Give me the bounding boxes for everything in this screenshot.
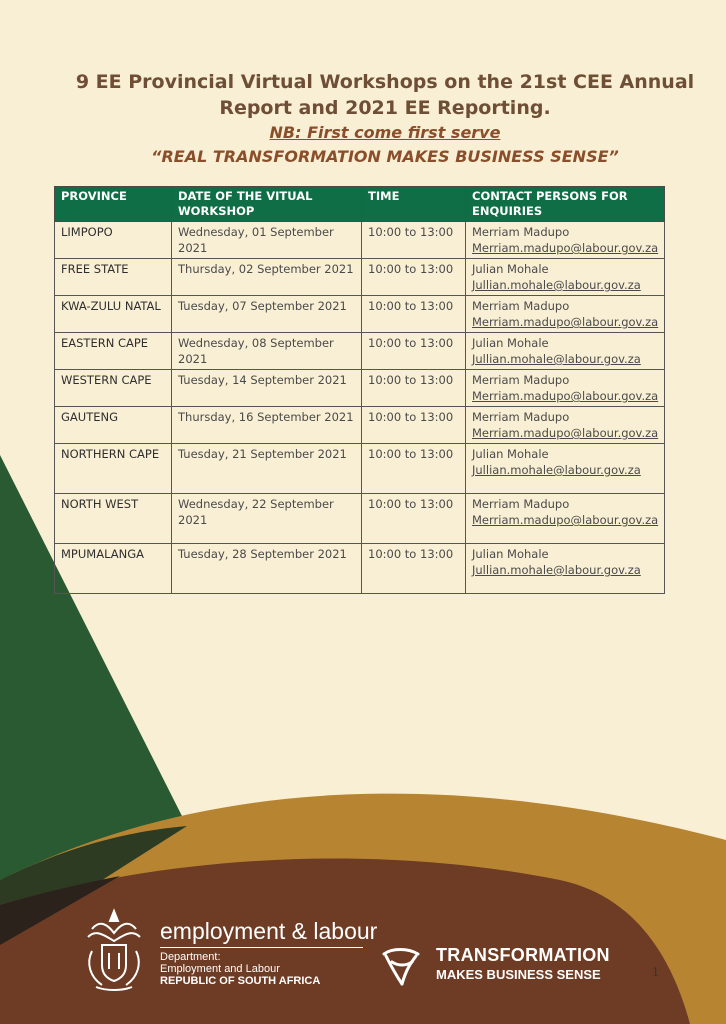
cell-province: WESTERN CAPE bbox=[55, 370, 172, 407]
transformation-logo-icon bbox=[378, 942, 424, 988]
cell-contact bbox=[466, 259, 665, 296]
note-first-come: NB: First come first serve bbox=[269, 123, 501, 142]
contact-email-link[interactable]: Merriam.madupo@labour.gov.za bbox=[472, 241, 659, 255]
contact-name: Merriam Madupo bbox=[472, 225, 570, 239]
cell-date: Thursday, 02 September 2021 bbox=[172, 259, 362, 296]
cell-contact bbox=[466, 494, 665, 544]
page-number: 1 bbox=[652, 965, 659, 980]
page-title-line1: 9 EE Provincial Virtual Workshops on the 21st CEE Annual bbox=[75, 71, 695, 93]
dept-country: REPUBLIC OF SOUTH AFRICA bbox=[160, 975, 321, 987]
table-row bbox=[55, 544, 665, 594]
cell-date: Wednesday, 01 September 2021 bbox=[172, 222, 362, 259]
cell-date: Tuesday, 07 September 2021 bbox=[172, 296, 362, 333]
contact-name: Julian Mohale bbox=[472, 547, 549, 561]
cell-province: FREE STATE bbox=[55, 259, 172, 296]
dept-name: Employment and Labour bbox=[160, 963, 280, 975]
table-row bbox=[55, 333, 665, 370]
dept-divider bbox=[160, 947, 363, 948]
cell-date: Thursday, 16 September 2021 bbox=[172, 407, 362, 444]
header-contact: CONTACT PERSONS FOR ENQUIRIES bbox=[466, 187, 665, 222]
workshop-table bbox=[54, 186, 665, 594]
cell-contact bbox=[466, 296, 665, 333]
cell-contact bbox=[466, 544, 665, 594]
cell-province: GAUTENG bbox=[55, 407, 172, 444]
cell-date: Tuesday, 21 September 2021 bbox=[172, 444, 362, 494]
header-date: DATE OF THE VITUAL WORKSHOP bbox=[172, 187, 362, 222]
table-row bbox=[55, 370, 665, 407]
cell-time: 10:00 to 13:00 bbox=[362, 296, 466, 333]
contact-email-link[interactable]: Jullian.mohale@labour.gov.za bbox=[472, 563, 641, 577]
cell-time: 10:00 to 13:00 bbox=[362, 333, 466, 370]
cell-date: Tuesday, 14 September 2021 bbox=[172, 370, 362, 407]
cell-contact bbox=[466, 333, 665, 370]
contact-email-link[interactable]: Jullian.mohale@labour.gov.za bbox=[472, 278, 641, 292]
cell-contact bbox=[466, 222, 665, 259]
contact-email-link[interactable]: Merriam.madupo@labour.gov.za bbox=[472, 426, 659, 440]
cell-time: 10:00 to 13:00 bbox=[362, 259, 466, 296]
cell-time: 10:00 to 13:00 bbox=[362, 407, 466, 444]
cell-province: MPUMALANGA bbox=[55, 544, 172, 594]
dept-name-main: employment & labour bbox=[160, 918, 378, 944]
header-time: TIME bbox=[362, 187, 466, 222]
transformation-title: TRANSFORMATION bbox=[436, 945, 610, 965]
cell-time: 10:00 to 13:00 bbox=[362, 544, 466, 594]
cell-time: 10:00 to 13:00 bbox=[362, 444, 466, 494]
cell-province: LIMPOPO bbox=[55, 222, 172, 259]
table-row bbox=[55, 407, 665, 444]
cell-date: Wednesday, 22 September 2021 bbox=[172, 494, 362, 544]
dept-label: Department: bbox=[160, 951, 221, 963]
table-row bbox=[55, 296, 665, 333]
contact-name: Julian Mohale bbox=[472, 262, 549, 276]
cell-contact bbox=[466, 407, 665, 444]
table-header-row bbox=[55, 187, 665, 222]
cell-contact bbox=[466, 444, 665, 494]
slogan: “REAL TRANSFORMATION MAKES BUSINESS SENSE” bbox=[151, 147, 619, 166]
header-province: PROVINCE bbox=[55, 187, 172, 222]
cell-province: EASTERN CAPE bbox=[55, 333, 172, 370]
page-title-line2: Report and 2021 EE Reporting. bbox=[219, 97, 551, 119]
cell-date: Tuesday, 28 September 2021 bbox=[172, 544, 362, 594]
contact-name: Merriam Madupo bbox=[472, 373, 570, 387]
contact-name: Merriam Madupo bbox=[472, 410, 570, 424]
contact-email-link[interactable]: Merriam.madupo@labour.gov.za bbox=[472, 315, 659, 329]
contact-email-link[interactable]: Merriam.madupo@labour.gov.za bbox=[472, 513, 659, 527]
cell-date: Wednesday, 08 September 2021 bbox=[172, 333, 362, 370]
cell-time: 10:00 to 13:00 bbox=[362, 494, 466, 544]
transformation-subtitle: MAKES BUSINESS SENSE bbox=[436, 967, 601, 982]
contact-email-link[interactable]: Jullian.mohale@labour.gov.za bbox=[472, 352, 641, 366]
contact-name: Julian Mohale bbox=[472, 447, 549, 461]
contact-name: Merriam Madupo bbox=[472, 299, 570, 313]
contact-name: Merriam Madupo bbox=[472, 497, 570, 511]
contact-email-link[interactable]: Jullian.mohale@labour.gov.za bbox=[472, 463, 641, 477]
cell-contact bbox=[466, 370, 665, 407]
cell-time: 10:00 to 13:00 bbox=[362, 370, 466, 407]
cell-province: KWA-ZULU NATAL bbox=[55, 296, 172, 333]
table-row bbox=[55, 494, 665, 544]
table-row bbox=[55, 444, 665, 494]
cell-province: NORTH WEST bbox=[55, 494, 172, 544]
contact-name: Julian Mohale bbox=[472, 336, 549, 350]
table-row bbox=[55, 259, 665, 296]
cell-province: NORTHERN CAPE bbox=[55, 444, 172, 494]
table-row bbox=[55, 222, 665, 259]
coat-of-arms-icon bbox=[82, 907, 146, 993]
cell-time: 10:00 to 13:00 bbox=[362, 222, 466, 259]
contact-email-link[interactable]: Merriam.madupo@labour.gov.za bbox=[472, 389, 659, 403]
